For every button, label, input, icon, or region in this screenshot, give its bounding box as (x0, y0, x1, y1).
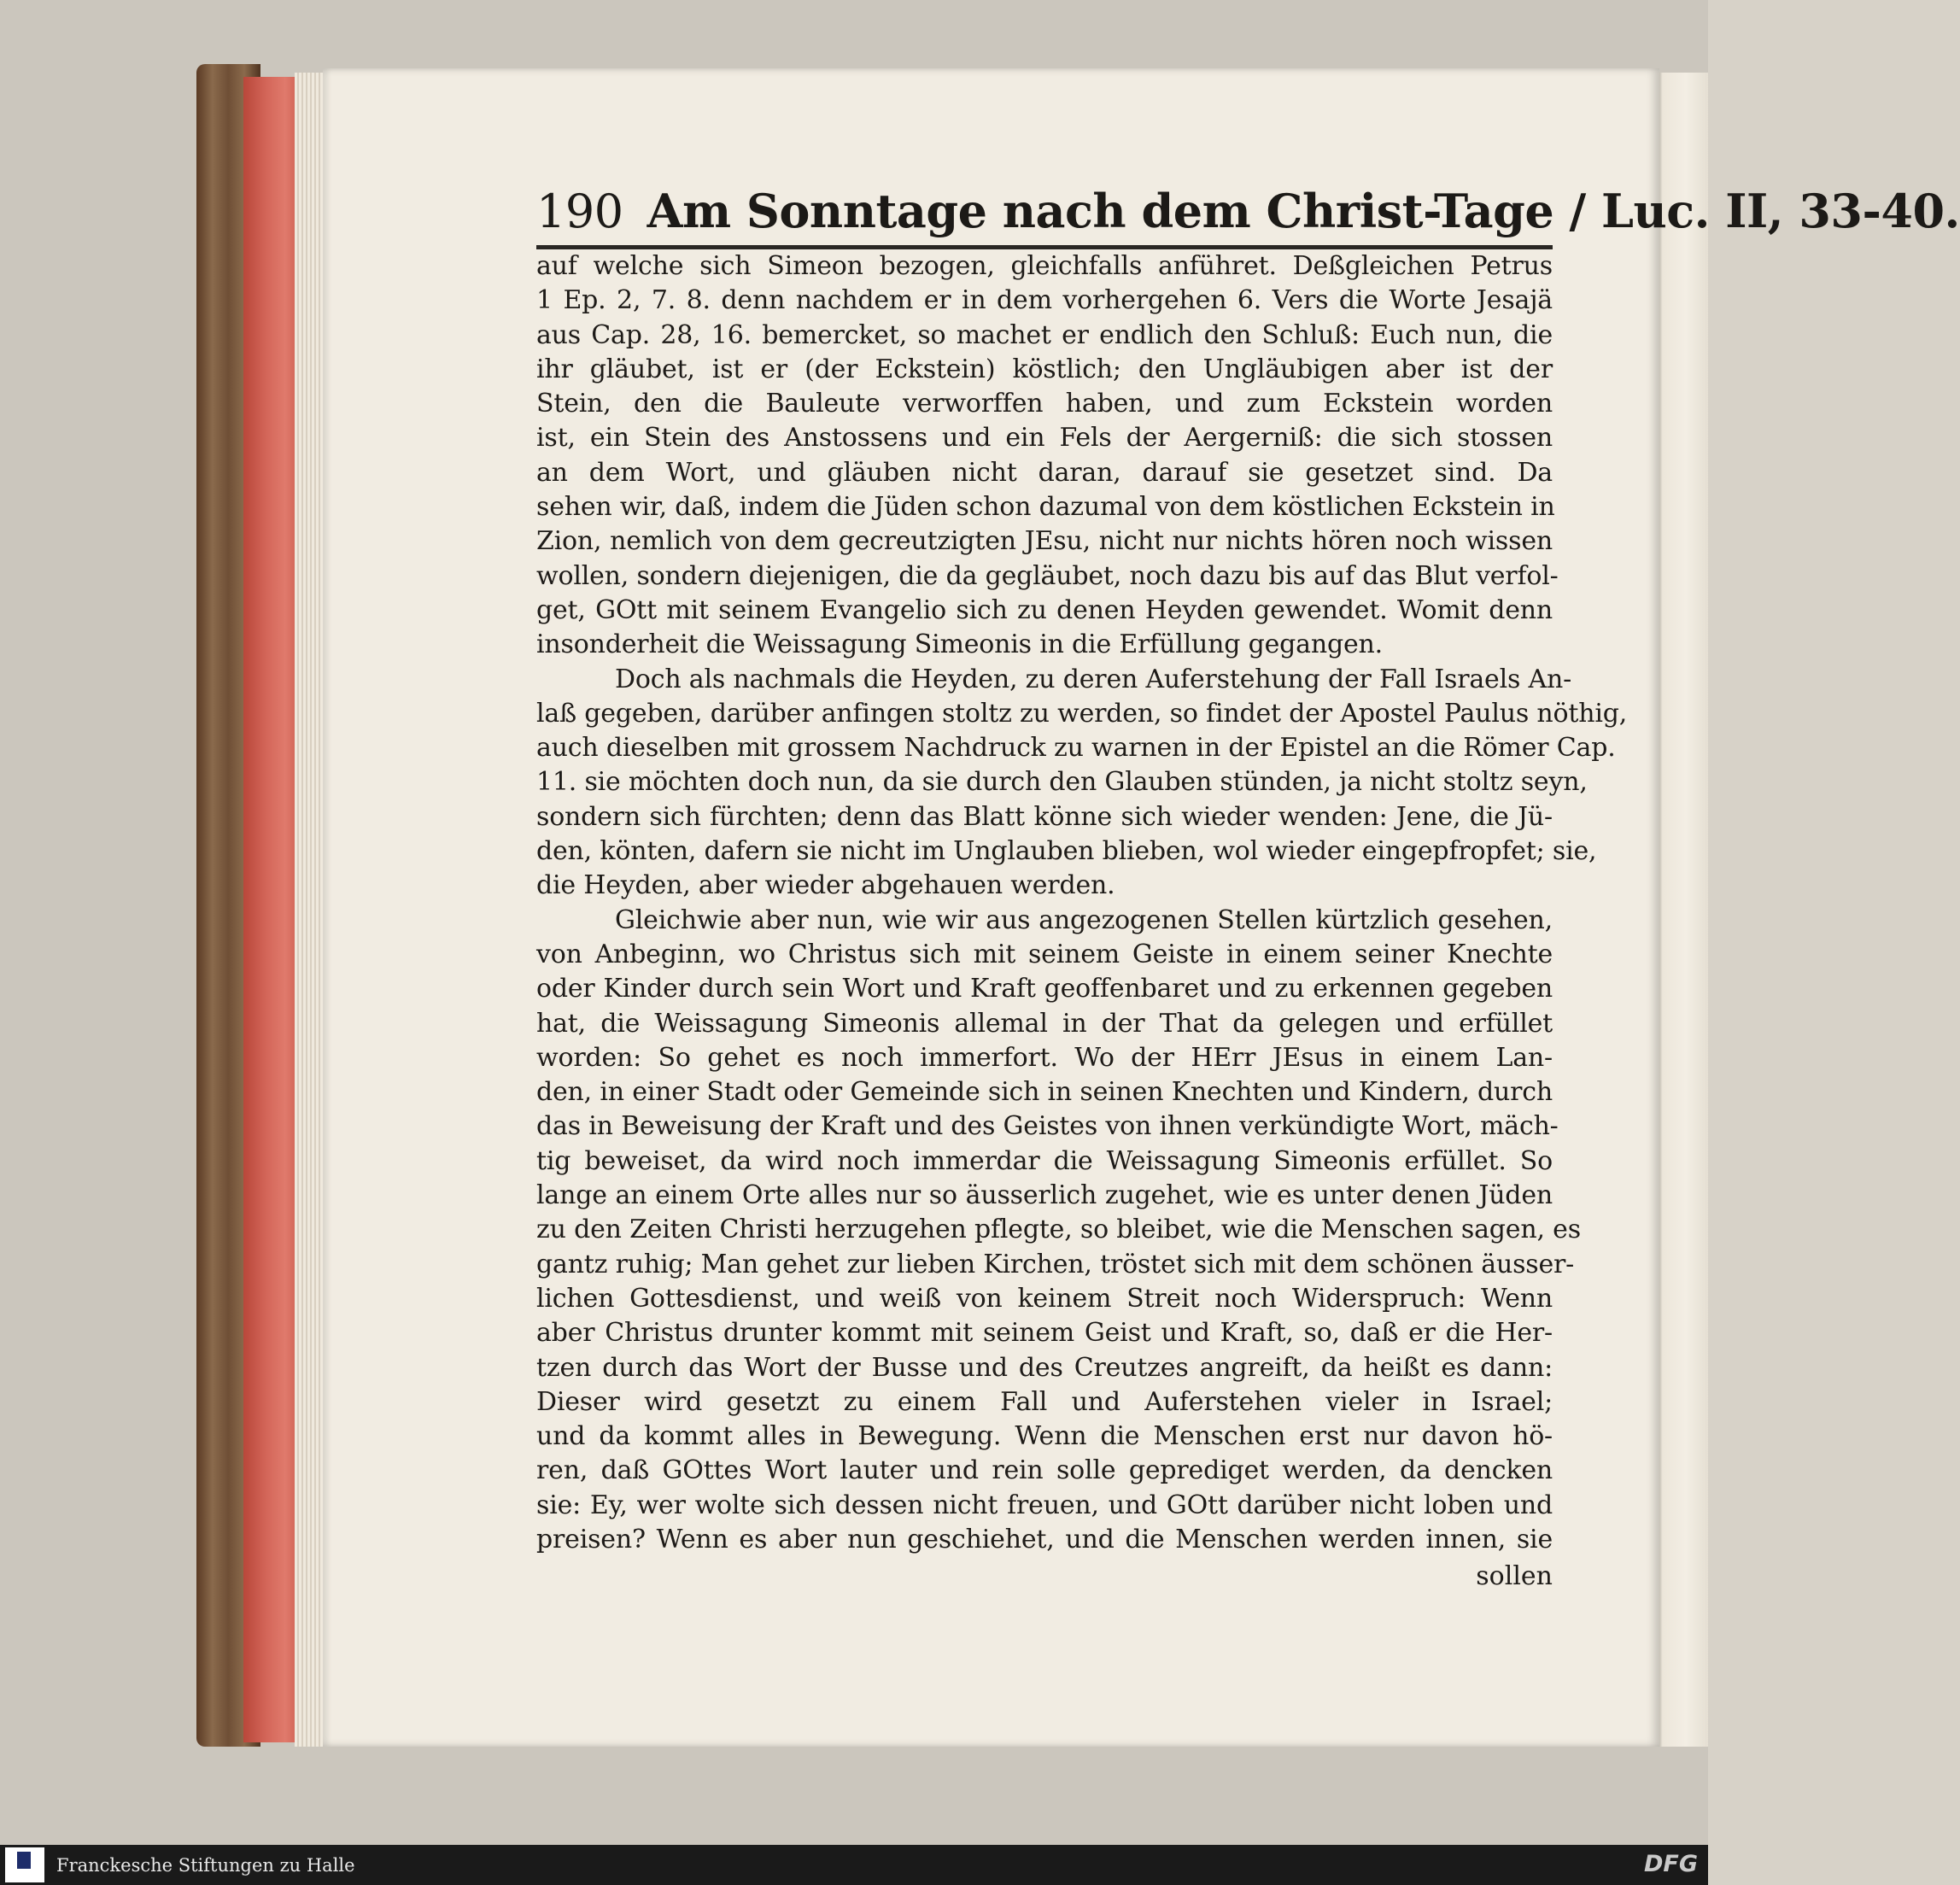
text-line: Dieser wird gesetzt zu einem Fall und Auferstehen vieler in Israel; (536, 1386, 1553, 1417)
text-line: an dem Wort, und gläuben nicht daran, darauf sie gesetzet sind. Da (536, 457, 1553, 488)
text-line: sehen wir, daß, indem die Jüden schon dazumal von dem köstlichen Eckstein in (536, 492, 1555, 523)
text-line: auf welche sich Simeon bezogen, gleichfalls anführet. Deßgleichen Petrus (536, 251, 1553, 281)
text-line: 11. sie möchten doch nun, da sie durch den Glauben stünden, ja nicht stoltz seyn, (536, 767, 1588, 798)
text-line: oder Kinder durch sein Wort und Kraft geoffenbaret und zu erkennen gegeben (536, 974, 1553, 1004)
logo-mark-icon (17, 1852, 31, 1869)
page-number: 190 (536, 184, 623, 238)
text-line: sie: Ey, wer wolte sich dessen nicht freuen, und GOtt darüber nicht loben und (536, 1490, 1553, 1520)
text-line: den, könten, dafern sie nicht im Unglauben blieben, wol wieder eingepfropfet; sie, (536, 836, 1597, 867)
text-line: sondern sich fürchten; denn das Blatt könne sich wieder wenden: Jene, die Jü- (536, 801, 1553, 832)
catchword: sollen (1476, 1561, 1553, 1591)
text-line: die Heyden, aber wieder abgehauen werden. (536, 870, 1115, 901)
running-head-title: Am Sonntage nach dem Christ-Tage / Luc. II, 33-40. (647, 184, 1960, 238)
text-line: hat, die Weissagung Simeonis allemal in der That da gelegen und erfüllet (536, 1008, 1553, 1039)
text-line: aus Cap. 28, 16. bemercket, so machet er endlich den Schluß: Euch nun, die (536, 319, 1553, 350)
text-line: preisen? Wenn es aber nun geschiehet, und die Menschen werden innen, sie (536, 1524, 1553, 1554)
text-line: tig beweiset, da wird noch immerdar die Weissagung Simeonis erfüllet. So (536, 1145, 1553, 1176)
text-line: Zion, nemlich von dem gecreutzigten JEsu, nicht nur nichts hören noch wissen (536, 526, 1553, 557)
text-line: Doch als nachmals die Heyden, zu deren Auferstehung der Fall Israels An- (615, 664, 1572, 694)
text-line: insonderheit die Weissagung Simeonis in die Erfüllung gegangen. (536, 629, 1383, 660)
dfg-logo[interactable]: DFG (1643, 1851, 1698, 1877)
text-line: 1 Ep. 2, 7. 8. denn nachdem er in dem vorhergehen 6. Vers die Worte Jesajä (536, 285, 1553, 316)
text-line: Gleichwie aber nun, wie wir aus angezogenen Stellen kürtzlich gesehen, (615, 904, 1553, 935)
text-line: gantz ruhig; Man gehet zur lieben Kirchen, tröstet sich mit dem schönen äusser- (536, 1249, 1575, 1279)
text-line: tzen durch das Wort der Busse und des Creutzes angreift, da heißt es dann: (536, 1352, 1553, 1383)
text-line: ren, daß GOttes Wort lauter und rein solle geprediget werden, da dencken (536, 1455, 1553, 1486)
facing-page-edge (1653, 73, 1708, 1747)
running-header (536, 184, 1960, 248)
text-line: worden: So gehet es noch immerfort. Wo der HErr JEsus in einem Lan- (536, 1042, 1553, 1073)
text-line: lange an einem Orte alles nur so äusserlich zugehet, wie es unter denen Jüden (536, 1180, 1553, 1211)
text-line: ist, ein Stein des Anstossens und ein Fels der Aergerniß: die sich stossen (536, 423, 1553, 454)
institution-name: Franckesche Stiftungen zu Halle (56, 1855, 355, 1876)
text-line: das in Beweisung der Kraft und des Geistes von ihnen verkündigte Wort, mäch- (536, 1111, 1559, 1142)
text-line: wollen, sondern diejenigen, die da gegläubet, noch dazu bis auf das Blut verfol- (536, 560, 1559, 591)
text-line: Stein, den die Bauleute verworffen haben, und zum Eckstein worden (536, 389, 1553, 419)
text-line: ihr gläubet, ist er (der Eckstein) köstlich; den Ungläubigen aber ist der (536, 354, 1553, 384)
text-line: laß gegeben, darüber anfingen stoltz zu werden, so findet der Apostel Paulus nöthig, (536, 698, 1628, 729)
body-text (536, 249, 1628, 1557)
text-line: auch dieselben mit grossem Nachdruck zu warnen in der Epistel an die Römer Cap. (536, 733, 1616, 764)
text-line: zu den Zeiten Christi herzugehen pflegte, so bleibet, wie die Menschen sagen, es (536, 1215, 1581, 1245)
text-line: von Anbeginn, wo Christus sich mit seinem Geiste in einem seiner Knechte (536, 939, 1553, 969)
text-line: aber Christus drunter kommt mit seinem Geist und Kraft, so, daß er die Her- (536, 1318, 1553, 1349)
text-line: lichen Gottesdienst, und weiß von keinem Streit noch Widerspruch: Wenn (536, 1283, 1553, 1314)
text-line: den, in einer Stadt oder Gemeinde sich in seinen Knechten und Kindern, durch (536, 1077, 1553, 1108)
text-line: und da kommt alles in Bewegung. Wenn die Menschen erst nur davon hö- (536, 1421, 1553, 1452)
text-line: get, GOtt mit seinem Evangelio sich zu denen Heyden gewendet. Womit denn (536, 594, 1553, 625)
